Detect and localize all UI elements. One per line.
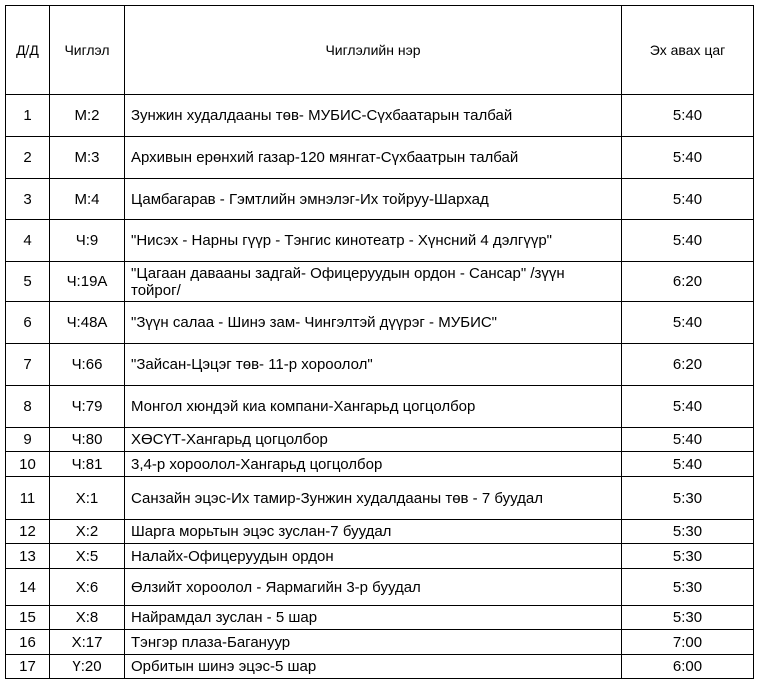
route-code: Ч:79 <box>50 386 125 428</box>
start-time: 5:40 <box>622 220 754 262</box>
table-row <box>6 477 754 520</box>
route-name: Цамбагарав - Гэмтлийн эмнэлэг-Их тойруу-Шархад <box>125 179 622 220</box>
row-index: 13 <box>6 544 50 569</box>
table-row <box>6 606 754 630</box>
row-index: 12 <box>6 520 50 544</box>
route-code: Х:6 <box>50 569 125 606</box>
route-code: Х:1 <box>50 477 125 520</box>
route-code: М:3 <box>50 137 125 179</box>
start-time: 7:00 <box>622 630 754 655</box>
route-code: Х:2 <box>50 520 125 544</box>
route-name: "Нисэх - Нарны гүүр - Тэнгис кинотеатр - Хүнсний 4 дэлгүүр" <box>125 220 622 262</box>
start-time: 5:40 <box>622 386 754 428</box>
row-index: 1 <box>6 95 50 137</box>
table-row <box>6 428 754 452</box>
row-index: 3 <box>6 179 50 220</box>
table-row <box>6 452 754 477</box>
route-name: "Зайсан-Цэцэг төв- 11-р хороолол" <box>125 344 622 386</box>
route-name: Найрамдал зуслан - 5 шар <box>125 606 622 630</box>
route-code: Ч:80 <box>50 428 125 452</box>
start-time: 6:20 <box>622 344 754 386</box>
route-code: Ч:48А <box>50 302 125 344</box>
table-row <box>6 95 754 137</box>
route-name: Тэнгэр плаза-Багануур <box>125 630 622 655</box>
table-row <box>6 302 754 344</box>
route-name: "Цагаан даваaны задгай- Офицеруудын ордон - Сансар" /зүүн тойрог/ <box>125 262 622 302</box>
row-index: 14 <box>6 569 50 606</box>
start-time: 5:40 <box>622 179 754 220</box>
table-row <box>6 520 754 544</box>
route-name: ХӨСҮТ-Хангарьд цогцолбор <box>125 428 622 452</box>
start-time: 5:40 <box>622 452 754 477</box>
route-name: Өлзийт хороолол - Яармагийн 3-р буудал <box>125 569 622 606</box>
table-row <box>6 655 754 679</box>
row-index: 7 <box>6 344 50 386</box>
start-time: 5:40 <box>622 137 754 179</box>
route-code: Х:8 <box>50 606 125 630</box>
route-name: Орбитын шинэ эцэс-5 шар <box>125 655 622 679</box>
route-code: Ч:9 <box>50 220 125 262</box>
row-index: 5 <box>6 262 50 302</box>
table-row <box>6 179 754 220</box>
table-row <box>6 630 754 655</box>
table-body <box>6 95 754 679</box>
header-route-name: Чиглэлийн нэр <box>125 6 622 95</box>
table-row <box>6 544 754 569</box>
header-index: Д/Д <box>6 6 50 95</box>
route-code: Х:17 <box>50 630 125 655</box>
route-code: Ү:20 <box>50 655 125 679</box>
route-name: Архивын ерөнхий газар-120 мянгат-Сүхбаатрын талбай <box>125 137 622 179</box>
row-index: 2 <box>6 137 50 179</box>
table-row <box>6 344 754 386</box>
route-code: М:4 <box>50 179 125 220</box>
start-time: 6:00 <box>622 655 754 679</box>
row-index: 4 <box>6 220 50 262</box>
row-index: 17 <box>6 655 50 679</box>
start-time: 6:20 <box>622 262 754 302</box>
route-name: 3,4-р хороолол-Хангарьд цогцолбор <box>125 452 622 477</box>
route-code: Х:5 <box>50 544 125 569</box>
header-start-time: Эх авах цаг <box>622 6 754 95</box>
table-row <box>6 220 754 262</box>
start-time: 5:30 <box>622 544 754 569</box>
start-time: 5:30 <box>622 477 754 520</box>
route-code: М:2 <box>50 95 125 137</box>
row-index: 15 <box>6 606 50 630</box>
start-time: 5:30 <box>622 606 754 630</box>
row-index: 11 <box>6 477 50 520</box>
table-row <box>6 569 754 606</box>
table-row <box>6 137 754 179</box>
row-index: 6 <box>6 302 50 344</box>
start-time: 5:40 <box>622 95 754 137</box>
route-name: Зунжин худалдааны төв- МУБИС-Сүхбаатарын талбай <box>125 95 622 137</box>
start-time: 5:30 <box>622 569 754 606</box>
route-name: Шарга морьтын эцэс зуслан-7 буудал <box>125 520 622 544</box>
route-code: Ч:81 <box>50 452 125 477</box>
route-name: Налайх-Офицеруудын ордон <box>125 544 622 569</box>
start-time: 5:30 <box>622 520 754 544</box>
header-route: Чиглэл <box>50 6 125 95</box>
start-time: 5:40 <box>622 302 754 344</box>
row-index: 9 <box>6 428 50 452</box>
row-index: 10 <box>6 452 50 477</box>
header-row <box>6 6 754 95</box>
route-code: Ч:19А <box>50 262 125 302</box>
route-name: Монгол хюндэй киа компани-Хангарьд цогцолбор <box>125 386 622 428</box>
route-name: "Зүүн салаа - Шинэ зам- Чингэлтэй дүүрэг - МУБИС" <box>125 302 622 344</box>
row-index: 16 <box>6 630 50 655</box>
table-row <box>6 386 754 428</box>
table-row <box>6 262 754 302</box>
start-time: 5:40 <box>622 428 754 452</box>
route-code: Ч:66 <box>50 344 125 386</box>
route-name: Санзайн эцэс-Их тамир-Зунжин худалдааны төв - 7 буудал <box>125 477 622 520</box>
route-schedule-table <box>5 5 754 679</box>
row-index: 8 <box>6 386 50 428</box>
